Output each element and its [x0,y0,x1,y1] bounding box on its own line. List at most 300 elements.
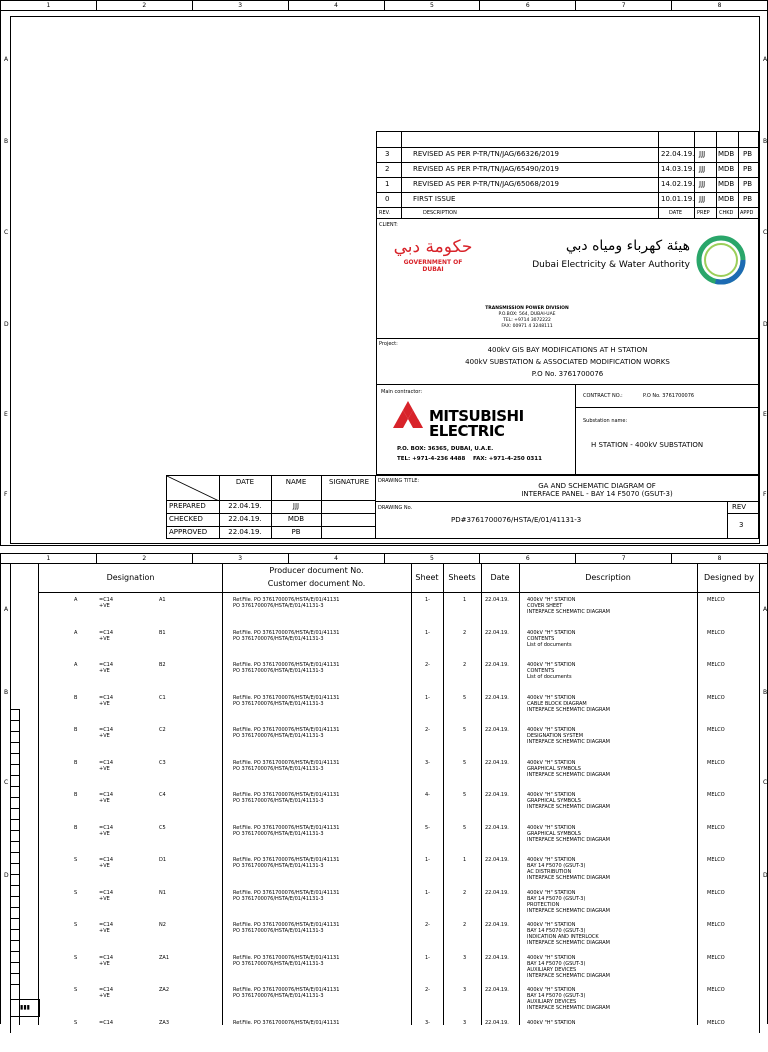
list-cell-shs: 5 [463,825,466,831]
list-cell-by: MELCO [707,857,725,863]
list-cell-ref: Ref.File. PO 3761700076/HSTA/E/01/41131 PO 3761700076/HSTA/E/01/41131-3 [233,890,339,902]
approval-date: 22.04.19. [219,502,271,510]
revision-prep: JJJ [699,150,705,158]
list-cell-desc: 400kV "H" STATION CONTENTS List of documents [527,662,575,680]
list-item [39,890,760,923]
mitsubishi-name-1: MITSUBISHI [429,407,524,425]
row-label: B [4,689,8,696]
approval-date-header: DATE [219,478,271,486]
side-tick [10,863,19,864]
revision-appd: PB [743,150,752,158]
date-col-header: DATE [669,210,682,216]
row-label: D [763,321,768,328]
sheets-header: Sheets [443,573,481,582]
side-tick [10,808,19,809]
list-cell-desc: 400kV "H" STATION GRAPHICAL SYMBOLS INTERFACE SCHEMATIC DIAGRAM [527,760,610,778]
list-cell-ref: Ref.File. PO 3761700076/HSTA/E/01/41131 [233,1020,339,1026]
list-cell-by: MELCO [707,695,725,701]
list-cell-ref: Ref.File. PO 3761700076/HSTA/E/01/41131 PO 3761700076/HSTA/E/01/41131-3 [233,922,339,934]
list-cell-ref: Ref.File. PO 3761700076/HSTA/E/01/41131 PO 3761700076/HSTA/E/01/41131-3 [233,825,339,837]
dewa-english-text: Dubai Electricity & Water Authority [505,260,690,270]
list-cell-c: C1 [159,695,166,701]
ruler-label: 4 [289,554,385,563]
side-tick [10,731,19,732]
dewa-logo [505,234,755,286]
list-cell-shs: 1 [463,597,466,603]
list-cell-sh: 1- [425,695,430,701]
list-cell-desc: 400kV "H" STATION CONTENTS List of documents [527,630,575,648]
gov-english-text: GOVERNMENT OF DUBAI [393,259,473,273]
approval-signature-header: SIGNATURE [321,478,377,486]
list-cell-date: 22.04.19. [485,857,509,863]
list-cell-b: =C14 +VE [99,857,113,869]
drawing-title-line: GA AND SCHEMATIC DIAGRAM OF [436,482,758,490]
dewa-arabic-text: هيئة كهرباء ومياه دبي [505,238,690,254]
list-cell-shs: 3 [463,1020,466,1026]
project-label: Project: [379,341,398,347]
list-cell-desc: 400kV "H" STATION BAY 14 F5070 (GSUT-3) AUXILIARY DEVICES INTERFACE SCHEMATIC DIAGRAM [527,955,610,979]
list-cell-sh: 2- [425,662,430,668]
drawing-rev-label: REV [732,503,746,511]
side-tick [10,918,19,919]
contract-label: CONTRACT NO.: [583,393,623,399]
list-cell-a: S [74,857,77,863]
list-cell-by: MELCO [707,890,725,896]
list-cell-by: MELCO [707,955,725,961]
side-tick [10,841,19,842]
revision-appd: PB [743,195,752,203]
list-cell-c: C3 [159,760,166,766]
ruler-label: 4 [289,1,385,10]
list-cell-shs: 2 [463,662,466,668]
prep-col-header: PREP [697,210,710,216]
list-cell-desc: 400kV "H" STATION CABLE BLOCK DIAGRAM INTERFACE SCHEMATIC DIAGRAM [527,695,610,713]
revision-desc: FIRST ISSUE [413,195,455,203]
desc-col-header: DESCRIPTION [423,210,457,216]
contractor-label: Main contractor: [381,389,422,395]
list-cell-desc: 400kV "H" STATION GRAPHICAL SYMBOLS INTERFACE SCHEMATIC DIAGRAM [527,825,610,843]
side-marker-box: ▮▮▮ [10,999,40,1017]
list-cell-desc: 400kV "H" STATION BAY 14 F5070 (GSUT-3) PROTECTION INTERFACE SCHEMATIC DIAGRAM [527,890,610,914]
list-cell-a: A [74,597,77,603]
contractor-address: P.O. BOX: 36365, DUBAI, U.A.E. [397,446,493,452]
list-cell-date: 22.04.19. [485,792,509,798]
list-cell-a: A [74,630,77,636]
list-item [39,922,760,955]
chkd-col-header: CHKD [719,210,733,216]
column-ruler [1,1,767,11]
list-cell-shs: 3 [463,987,466,993]
row-label: D [4,872,9,879]
row-label: C [4,229,8,236]
list-cell-sh: 1- [425,890,430,896]
list-cell-date: 22.04.19. [485,890,509,896]
list-cell-shs: 2 [463,922,466,928]
list-cell-sh: 5- [425,825,430,831]
row-label: D [763,872,768,879]
revision-appd: PB [743,165,752,173]
list-cell-a: S [74,987,77,993]
list-cell-b: =C14 +VE [99,890,113,902]
sheet-contents [0,553,768,1024]
revision-chkd: MDB [718,165,734,173]
side-tick [10,973,19,974]
list-cell-by: MELCO [707,597,725,603]
list-cell-c: ZA2 [159,987,169,993]
list-cell-date: 22.04.19. [485,922,509,928]
list-cell-by: MELCO [707,1020,725,1026]
list-cell-sh: 3- [425,1020,430,1026]
contractor-divider [575,385,576,474]
row-label: E [4,411,8,418]
project-box [376,339,759,385]
list-cell-a: B [74,727,77,733]
side-tick [10,786,19,787]
gov-arabic-text: حكومة دبي [393,237,473,257]
side-tick [10,797,19,798]
approval-name: PB [271,528,321,536]
list-cell-a: B [74,695,77,701]
revision-col-dividers [377,132,758,218]
row-label: B [763,689,767,696]
list-cell-sh: 4- [425,792,430,798]
fax-text: FAX: 00971 4 3248111 [447,324,607,330]
revision-desc: REVISED AS PER P-TR/TN/JAG/65490/2019 [413,165,559,173]
list-cell-b: =C14 +VE [99,922,113,934]
list-cell-by: MELCO [707,727,725,733]
drawing-no-label: DRAWING No. [378,505,412,511]
list-cell-sh: 1- [425,597,430,603]
list-cell-date: 22.04.19. [485,597,509,603]
list-cell-desc: 400kV "H" STATION BAY 14 F5070 (GSUT-3) INDICATION AND INTERLOCK INTERFACE SCHEMATIC DIAGRAM [527,922,610,946]
list-cell-a: B [74,825,77,831]
approval-name: MDB [271,515,321,523]
revision-prep: JJJ [699,180,705,188]
list-cell-date: 22.04.19. [485,987,509,993]
customer-header: Customer document No. [222,579,411,588]
list-cell-ref: Ref.File. PO 3761700076/HSTA/E/01/41131 PO 3761700076/HSTA/E/01/41131-3 [233,987,339,999]
list-cell-a: B [74,792,77,798]
list-item [39,695,760,728]
side-tick [10,929,19,930]
revision-rev: 1 [385,180,389,188]
revision-date: 14.03.19. [661,165,694,173]
drawing-rev: 3 [739,521,743,529]
revision-appd: PB [743,180,752,188]
list-cell-sh: 3- [425,760,430,766]
list-cell-by: MELCO [707,792,725,798]
side-tick [10,896,19,897]
project-lines [377,344,758,380]
list-cell-desc: 400kV "H" STATION BAY 14 F5070 (GSUT-3) AC DISTRIBUTION INTERFACE SCHEMATIC DIAGRAM [527,857,610,881]
revision-rev: 3 [385,150,389,158]
list-cell-b: =C14 +VE [99,987,113,999]
list-cell-b: =C14 +VE [99,597,113,609]
document-list [38,593,760,1025]
row-label: B [763,138,767,145]
client-box [376,219,759,339]
list-cell-by: MELCO [707,760,725,766]
producer-header: Producer document No. [222,566,411,575]
list-cell-ref: Ref.File. PO 3761700076/HSTA/E/01/41131 PO 3761700076/HSTA/E/01/41131-3 [233,857,339,869]
list-header [38,563,760,593]
revision-prep: JJJ [699,195,705,203]
list-cell-sh: 2- [425,922,430,928]
revision-prep: JJJ [699,165,705,173]
list-cell-b: =C14 +VE [99,792,113,804]
list-cell-desc: 400kV "H" STATION [527,1020,575,1026]
approval-date: 22.04.19. [219,515,271,523]
ruler-label: 6 [480,1,576,10]
list-cell-c: B1 [159,630,166,636]
row-label: A [4,606,8,613]
row-label: E [763,411,767,418]
revision-date: 22.04.19. [661,150,694,158]
contractor-tel: TEL: +971-4-236 4488 FAX: +971-4-250 0311 [397,456,542,462]
list-item [39,630,760,663]
side-tick [10,984,19,985]
drawing-title-line: INTERFACE PANEL - BAY 14 F5070 (GSUT-3) [436,490,758,498]
appd-col-header: APPD [740,210,753,216]
row-label: B [4,138,8,145]
substation-label: Substation name: [583,418,627,424]
title-label: DRAWING TITLE: [378,478,419,484]
list-cell-c: C4 [159,792,166,798]
list-cell-ref: Ref.File. PO 3761700076/HSTA/E/01/41131 PO 3761700076/HSTA/E/01/41131-3 [233,760,339,772]
row-label: D [4,321,9,328]
side-tick [10,830,19,831]
list-cell-c: A1 [159,597,166,603]
gov-dubai-logo [393,237,473,273]
rev-col-header: REV. [379,210,390,216]
list-cell-b: =C14 +VE [99,760,113,772]
side-tick [10,709,19,710]
list-cell-sh: 2- [425,727,430,733]
row-label: C [763,779,767,786]
row-label: A [763,606,767,613]
side-tick [10,753,19,754]
ruler-label: 8 [672,554,767,563]
list-cell-a: S [74,1020,77,1026]
contract-value: P.O No. 3761700076 [643,393,694,399]
list-cell-c: B2 [159,662,166,668]
mitsubishi-diamonds-icon [391,401,425,435]
revision-chkd: MDB [718,195,734,203]
list-cell-c: D1 [159,857,166,863]
list-item [39,987,760,1020]
revision-rev: 2 [385,165,389,173]
revision-chkd: MDB [718,150,734,158]
approval-label: APPROVED [169,528,207,536]
approval-name-header: NAME [271,478,321,486]
list-cell-c: N1 [159,890,166,896]
list-cell-a: S [74,890,77,896]
list-cell-shs: 5 [463,760,466,766]
list-cell-date: 22.04.19. [485,695,509,701]
project-line: 400kV SUBSTATION & ASSOCIATED MODIFICATION WORKS [377,356,758,368]
list-cell-by: MELCO [707,630,725,636]
list-cell-b: =C14 +VE [99,825,113,837]
revision-rev: 0 [385,195,389,203]
transmission-info [447,306,607,330]
list-cell-date: 22.04.19. [485,1020,509,1026]
sheet-header: Sheet [411,573,443,582]
list-cell-sh: 2- [425,987,430,993]
side-tick [10,764,19,765]
list-item [39,825,760,858]
row-label: C [4,779,8,786]
revision-desc: REVISED AS PER P-TR/TN/JAG/65068/2019 [413,180,559,188]
revision-date: 14.02.19. [661,180,694,188]
list-cell-date: 22.04.19. [485,727,509,733]
list-cell-by: MELCO [707,987,725,993]
side-tick [10,775,19,776]
tel-text: TEL: +9714 3072222 [447,318,607,324]
side-tick [10,885,19,886]
approval-block [166,475,376,539]
list-cell-date: 22.04.19. [485,662,509,668]
side-tick [10,907,19,908]
side-tick-strip [10,709,20,1025]
list-cell-c: C5 [159,825,166,831]
project-line: P.O No. 3761700076 [377,368,758,380]
row-label: C [763,229,767,236]
ruler-label: 3 [193,1,289,10]
approval-date: 22.04.19. [219,528,271,536]
list-cell-b: =C14 +VE [99,727,113,739]
side-tick [10,852,19,853]
description-header: Description [519,573,697,582]
list-cell-sh: 1- [425,630,430,636]
revision-desc: REVISED AS PER P-TR/TN/JAG/66326/2019 [413,150,559,158]
list-cell-shs: 5 [463,792,466,798]
list-cell-a: B [74,760,77,766]
division-text: TRANSMISSION POWER DIVISION [447,306,607,312]
approval-label: PREPARED [169,502,206,510]
drawing-title-block [376,475,759,539]
side-tick [10,819,19,820]
list-item [39,760,760,793]
list-cell-b: =C14 [99,1020,113,1026]
list-cell-a: S [74,922,77,928]
approval-label: CHECKED [169,515,203,523]
list-cell-date: 22.04.19. [485,760,509,766]
list-cell-a: A [74,662,77,668]
list-cell-by: MELCO [707,825,725,831]
list-cell-shs: 1 [463,857,466,863]
list-item [39,1020,760,1052]
list-cell-by: MELCO [707,922,725,928]
ruler-label: 7 [576,554,672,563]
list-cell-c: ZA1 [159,955,169,961]
ruler-label: 1 [1,1,97,10]
drawing-title [436,482,758,498]
list-cell-desc: 400kV "H" STATION GRAPHICAL SYMBOLS INTERFACE SCHEMATIC DIAGRAM [527,792,610,810]
list-cell-ref: Ref.File. PO 3761700076/HSTA/E/01/41131 PO 3761700076/HSTA/E/01/41131-3 [233,597,339,609]
designation-header: Designation [39,573,222,582]
list-item [39,857,760,890]
row-label: F [4,491,7,498]
po-box-text: P.O.BOX: 564, DUBAI-UAE [447,312,607,318]
ruler-label: 1 [1,554,97,563]
client-label: CLIENT: [379,222,398,228]
list-cell-ref: Ref.File. PO 3761700076/HSTA/E/01/41131 PO 3761700076/HSTA/E/01/41131-3 [233,727,339,739]
row-label: F [763,491,766,498]
list-cell-ref: Ref.File. PO 3761700076/HSTA/E/01/41131 PO 3761700076/HSTA/E/01/41131-3 [233,792,339,804]
list-cell-date: 22.04.19. [485,630,509,636]
ruler-label: 2 [97,1,193,10]
list-cell-shs: 2 [463,890,466,896]
row-label: A [763,56,767,63]
side-tick [10,742,19,743]
approval-diagonal [167,476,219,501]
list-cell-b: =C14 +VE [99,955,113,967]
list-cell-b: =C14 +VE [99,630,113,642]
list-item [39,727,760,760]
list-cell-by: MELCO [707,662,725,668]
ruler-label: 5 [385,554,481,563]
ruler-label: 3 [193,554,289,563]
list-cell-shs: 3 [463,955,466,961]
list-item [39,955,760,988]
list-cell-ref: Ref.File. PO 3761700076/HSTA/E/01/41131 PO 3761700076/HSTA/E/01/41131-3 [233,662,339,674]
mitsubishi-name-2: ELECTRIC [429,422,504,440]
side-tick [10,951,19,952]
list-item [39,792,760,825]
dewa-ring-icon [695,234,747,286]
list-cell-shs: 5 [463,727,466,733]
list-cell-b: =C14 +VE [99,695,113,707]
list-item [39,597,760,630]
list-cell-date: 22.04.19. [485,955,509,961]
ruler-label: 6 [480,554,576,563]
list-cell-ref: Ref.File. PO 3761700076/HSTA/E/01/41131 PO 3761700076/HSTA/E/01/41131-3 [233,695,339,707]
list-cell-a: S [74,955,77,961]
ruler-label: 8 [672,1,767,10]
list-cell-c: N2 [159,922,166,928]
designed-by-header: Designed by [697,573,761,582]
revision-date: 10.01.19. [661,195,694,203]
substation-value: H STATION - 400kV SUBSTATION [591,441,703,449]
list-cell-desc: 400kV "H" STATION BAY 14 F5070 (GSUT-3) AUXILIARY DEVICES INTERFACE SCHEMATIC DIAGRAM [527,987,610,1011]
list-cell-shs: 2 [463,630,466,636]
list-cell-date: 22.04.19. [485,825,509,831]
row-label: A [4,56,8,63]
ruler-label: 7 [576,1,672,10]
approval-name: JJJ [271,502,321,510]
drawing-no: PD#3761700076/HSTA/E/01/41131-3 [451,516,581,524]
list-cell-shs: 5 [463,695,466,701]
side-tick [10,962,19,963]
contractor-box [376,385,759,475]
side-tick [10,720,19,721]
ruler-label: 5 [385,1,481,10]
list-cell-c: ZA3 [159,1020,169,1026]
list-cell-sh: 1- [425,955,430,961]
list-cell-desc: 400kV "H" STATION DESIGNATION SYSTEM INTERFACE SCHEMATIC DIAGRAM [527,727,610,745]
revision-table [376,131,759,219]
project-line: 400kV GIS BAY MODIFICATIONS AT H STATION [377,344,758,356]
date-header: Date [481,573,519,582]
revision-chkd: MDB [718,180,734,188]
list-cell-ref: Ref.File. PO 3761700076/HSTA/E/01/41131 PO 3761700076/HSTA/E/01/41131-3 [233,955,339,967]
list-cell-b: =C14 +VE [99,662,113,674]
list-cell-ref: Ref.File. PO 3761700076/HSTA/E/01/41131 PO 3761700076/HSTA/E/01/41131-3 [233,630,339,642]
list-item [39,662,760,695]
list-cell-sh: 1- [425,857,430,863]
list-cell-desc: 400kV "H" STATION COVER SHEET INTERFACE SCHEMATIC DIAGRAM [527,597,610,615]
contract-row-divider [575,407,758,408]
